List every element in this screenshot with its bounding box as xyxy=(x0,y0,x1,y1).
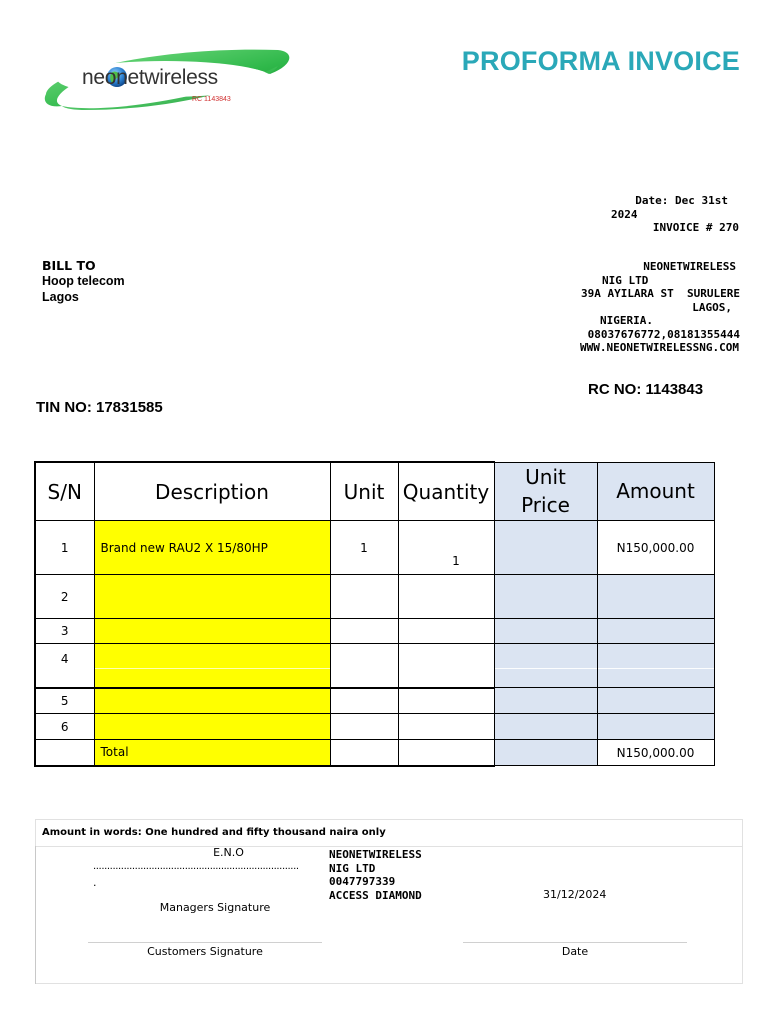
table-row xyxy=(35,714,714,740)
row-description xyxy=(94,688,330,714)
row-quantity xyxy=(398,619,494,644)
row-unit xyxy=(330,644,398,688)
row-description xyxy=(94,644,330,688)
row-amount xyxy=(597,688,714,714)
table-row xyxy=(35,644,714,688)
cell-divider xyxy=(495,668,597,669)
signature-date-value: 31/12/2024 xyxy=(543,888,607,901)
company-phone: 08037676772,08181355444 xyxy=(587,327,740,341)
row-unit-price xyxy=(494,619,597,644)
total-row xyxy=(35,740,714,766)
bank-account-number: 0047797339 xyxy=(329,875,396,888)
table-row xyxy=(35,521,714,575)
row-description: Brand new RAU2 X 15/80HP xyxy=(94,521,330,575)
logo-rc: RC 1143843 xyxy=(192,96,231,103)
row-quantity xyxy=(398,521,494,575)
page-title: PROFORMA INVOICE xyxy=(461,46,740,76)
row-unit xyxy=(330,714,398,740)
company-street: 39A AYILARA ST SURULERE xyxy=(581,287,740,300)
row-quantity-value: 1 xyxy=(452,553,460,568)
eno-label: E.N.O xyxy=(213,846,244,859)
bill-to-name: Hoop telecom xyxy=(42,274,125,288)
logo-wordmark: neonetwireless xyxy=(82,66,218,89)
total-sn xyxy=(35,740,94,766)
company-city: LAGOS, xyxy=(692,300,732,314)
customer-signature-line xyxy=(88,942,322,943)
company-logo xyxy=(40,44,292,112)
items-table xyxy=(34,461,715,767)
row-unit-price xyxy=(494,521,597,575)
company-website: WWW.NEONETWIRELESSNG.COM xyxy=(580,341,739,354)
managers-signature-label: Managers Signature xyxy=(159,901,271,914)
bank-account-name: NEONETWIRELESS xyxy=(329,848,422,861)
invoice-date: Date: Dec 31st xyxy=(635,194,728,207)
table-row xyxy=(35,575,714,619)
row-unit-price xyxy=(494,575,597,619)
row-description xyxy=(94,575,330,619)
total-unit xyxy=(330,740,398,766)
row-unit xyxy=(330,575,398,619)
cell-divider xyxy=(598,668,714,669)
company-address xyxy=(540,260,740,355)
row-amount xyxy=(597,575,714,619)
row-sn: 1 xyxy=(35,521,94,575)
row-quantity xyxy=(398,644,494,688)
total-label: Total xyxy=(94,740,330,766)
row-amount xyxy=(597,714,714,740)
row-description xyxy=(94,619,330,644)
row-sn: 3 xyxy=(35,619,94,644)
signature-dot: . xyxy=(93,876,97,889)
row-sn: 5 xyxy=(35,688,94,714)
row-amount xyxy=(597,619,714,644)
signature-dots: .......................................................................... xyxy=(93,862,299,872)
row-sn: 6 xyxy=(35,714,94,740)
date-signature-line xyxy=(463,942,687,943)
bill-to-label: BILL TO xyxy=(42,258,96,273)
table-header-row xyxy=(35,462,714,521)
customers-signature-label: Customers Signature xyxy=(147,945,263,958)
header-description: Description xyxy=(94,462,330,521)
total-quantity xyxy=(398,740,494,766)
row-unit: 1 xyxy=(330,521,398,575)
tin-number: TIN NO: 17831585 xyxy=(36,399,163,416)
header-sn: S/N xyxy=(35,462,94,521)
company-name: NEONETWIRELESS xyxy=(643,260,736,273)
invoice-date-year: 2024 xyxy=(611,208,638,221)
total-amount: N150,000.00 xyxy=(597,740,714,766)
row-quantity xyxy=(398,688,494,714)
amount-in-words: Amount in words: One hundred and fifty thousand naira only xyxy=(42,827,386,838)
logo-graphic xyxy=(40,44,292,112)
date-label: Date xyxy=(561,945,589,958)
company-name-suffix: NIG LTD xyxy=(602,273,649,287)
bank-account-name-suffix: NIG LTD xyxy=(329,861,376,875)
footer-left-border xyxy=(35,846,36,984)
row-sn: 2 xyxy=(35,575,94,619)
row-quantity xyxy=(398,575,494,619)
row-unit xyxy=(330,688,398,714)
row-unit-price xyxy=(494,714,597,740)
header-unit: Unit xyxy=(330,462,398,521)
row-amount xyxy=(597,644,714,688)
header-amount: Amount xyxy=(597,462,714,521)
table-row xyxy=(35,619,714,644)
row-description xyxy=(94,714,330,740)
bank-name: ACCESS DIAMOND xyxy=(329,888,422,902)
bill-to-city: Lagos xyxy=(42,290,79,304)
total-unit-price xyxy=(494,740,597,766)
row-amount: N150,000.00 xyxy=(597,521,714,575)
company-country: NIGERIA. xyxy=(600,314,653,327)
header-unit-price: Unit Price xyxy=(494,462,597,521)
row-unit-price xyxy=(494,688,597,714)
bank-details xyxy=(329,848,422,902)
row-unit xyxy=(330,619,398,644)
row-quantity xyxy=(398,714,494,740)
header-quantity: Quantity xyxy=(398,462,494,521)
table-row xyxy=(35,688,714,714)
rc-number: RC NO: 1143843 xyxy=(588,381,704,398)
invoice-number: INVOICE # 270 xyxy=(652,221,739,234)
row-sn: 4 xyxy=(35,644,94,688)
row-unit-price xyxy=(494,644,597,688)
cell-divider xyxy=(95,668,330,669)
